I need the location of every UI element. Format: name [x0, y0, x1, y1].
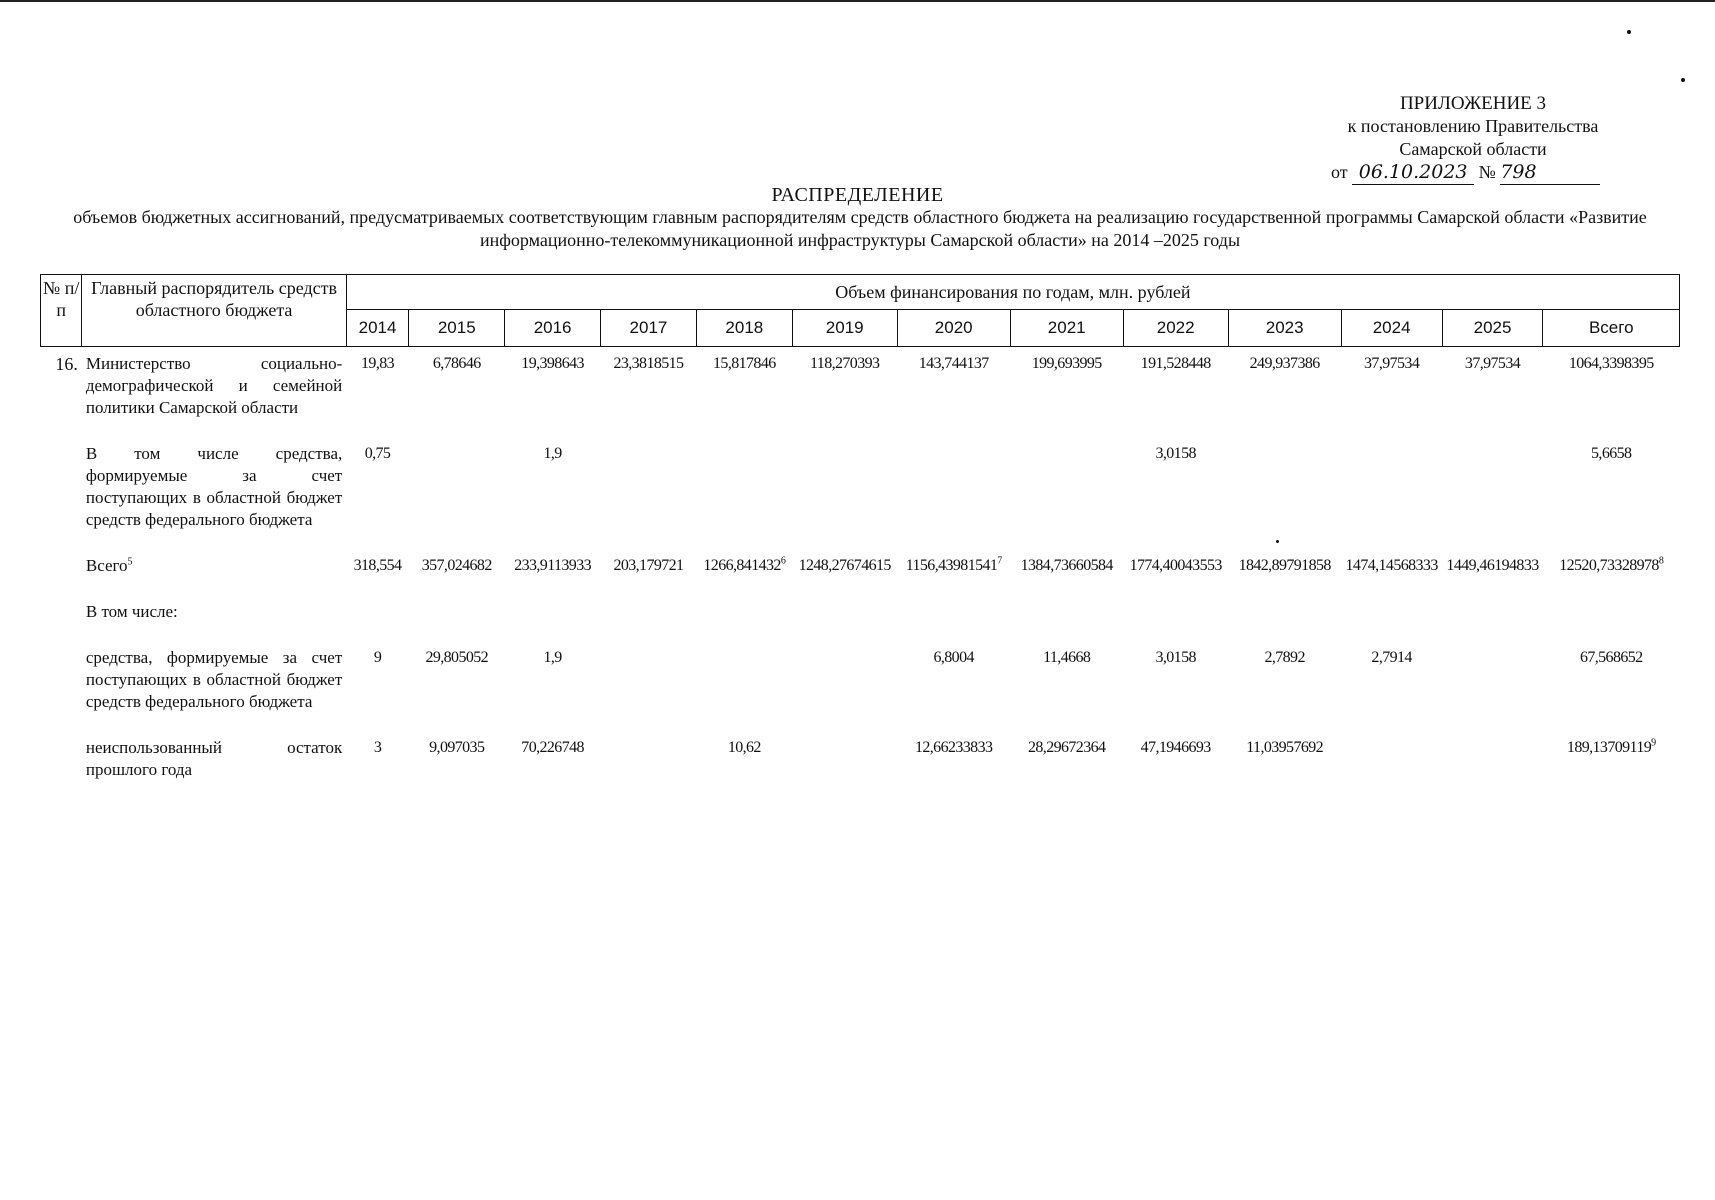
value-cell [601, 641, 697, 731]
row-name [82, 549, 346, 595]
footnote-marker: 8 [1658, 555, 1664, 567]
value-text: 233,9113933 [514, 557, 591, 574]
value-cell [1341, 641, 1442, 731]
value-cell [601, 731, 697, 799]
year-header: 2024 [1341, 310, 1442, 347]
value-cell [346, 595, 409, 641]
value-cell [792, 641, 897, 731]
value-text: 199,693995 [1031, 355, 1102, 372]
value-cell [897, 437, 1010, 549]
row-name-text: Министерство социально-демографической и семейной политики Самарской области [85, 354, 343, 417]
value-cell [792, 549, 897, 595]
value-cell [1543, 347, 1680, 438]
row-name [82, 731, 346, 799]
value-cell [1228, 731, 1341, 799]
row-number [41, 595, 82, 641]
year-header: 2019 [792, 310, 897, 347]
table-row [41, 731, 1680, 799]
value-text: 11,03957692 [1246, 739, 1324, 756]
appendix-header [1323, 92, 1623, 185]
row-name-text: В том числе: [85, 602, 178, 621]
row-number [41, 437, 82, 549]
row-name-text: В том числе средства, формируемые за счет поступающих в областной бюджет средств федерального бюджета [85, 444, 343, 529]
value-text: 2,7914 [1371, 649, 1412, 666]
value-text: 5,6658 [1591, 445, 1632, 462]
row-number [41, 549, 82, 595]
value-text: 37,97534 [1364, 355, 1420, 372]
budget-table-body [41, 347, 1680, 800]
appendix-date-line [1323, 161, 1623, 185]
value-cell [1341, 731, 1442, 799]
number-prefix: № [1478, 162, 1496, 182]
value-cell [1123, 731, 1228, 799]
value-cell [505, 437, 601, 549]
value-cell [696, 731, 792, 799]
table-row [41, 595, 1680, 641]
value-text: 143,744137 [918, 355, 989, 372]
year-header: 2017 [601, 310, 697, 347]
value-cell [601, 549, 697, 595]
value-cell [1228, 549, 1341, 595]
value-text: 3,0158 [1155, 649, 1196, 666]
value-cell [1228, 595, 1341, 641]
value-cell [1010, 595, 1123, 641]
value-text: 10,62 [727, 739, 761, 756]
appendix-line-2: Самарской области [1399, 139, 1547, 159]
value-cell [1123, 437, 1228, 549]
value-text: 1,9 [543, 445, 562, 462]
value-cell [1010, 347, 1123, 438]
value-text: 11,4668 [1043, 649, 1091, 666]
value-cell [897, 731, 1010, 799]
value-cell [1442, 549, 1543, 595]
value-cell [1123, 595, 1228, 641]
year-header: 2021 [1010, 310, 1123, 347]
value-text: 118,270393 [810, 355, 880, 372]
value-text: 15,817846 [713, 355, 776, 372]
value-cell [696, 437, 792, 549]
value-cell [1010, 731, 1123, 799]
number-value: 798 [1500, 161, 1600, 185]
scan-top-border [0, 0, 1715, 2]
value-cell [1442, 595, 1543, 641]
value-cell [409, 347, 505, 438]
value-text: 37,97534 [1464, 355, 1521, 372]
row-number [41, 731, 82, 799]
value-text: 1474,14568333 [1345, 557, 1438, 574]
value-cell [505, 595, 601, 641]
year-header: 2022 [1123, 310, 1228, 347]
row-name [82, 595, 346, 641]
table-row [41, 549, 1680, 595]
value-cell [1543, 641, 1680, 731]
document-title: РАСПРЕДЕЛЕНИЕ [771, 184, 944, 206]
value-text: 9 [373, 649, 382, 666]
value-cell [1123, 347, 1228, 438]
year-header: Всего [1543, 310, 1680, 347]
value-text: 1156,43981541 [905, 557, 998, 574]
value-cell [1341, 437, 1442, 549]
value-cell [1010, 437, 1123, 549]
value-text: 19,398643 [521, 355, 584, 372]
date-value: 06.10.2023 [1352, 161, 1474, 185]
value-cell [792, 595, 897, 641]
value-text: 6,8004 [933, 649, 974, 666]
value-cell [1442, 731, 1543, 799]
value-text: 249,937386 [1249, 355, 1320, 372]
table-row [41, 437, 1680, 549]
value-cell [346, 641, 409, 731]
table-row [41, 641, 1680, 731]
value-cell [1543, 437, 1680, 549]
value-text: 0,75 [364, 445, 391, 462]
value-cell [696, 549, 792, 595]
value-text: 9,097035 [429, 739, 485, 756]
value-cell [505, 549, 601, 595]
value-text: 1384,73660584 [1020, 557, 1113, 574]
value-cell [346, 731, 409, 799]
value-cell [696, 641, 792, 731]
value-text: 67,568652 [1579, 649, 1643, 666]
value-text: 1774,40043553 [1129, 557, 1222, 574]
row-name [82, 437, 346, 549]
value-cell [1442, 437, 1543, 549]
appendix-line-1: к постановлению Правительства [1347, 116, 1599, 136]
value-text: 357,024682 [421, 557, 492, 574]
value-cell [409, 595, 505, 641]
value-cell [346, 549, 409, 595]
value-cell [1341, 549, 1442, 595]
value-cell [1228, 641, 1341, 731]
value-cell [601, 347, 697, 438]
footnote-marker: 5 [127, 556, 133, 568]
value-text: 1248,27674615 [798, 557, 891, 574]
value-cell [601, 595, 697, 641]
value-text: 19,83 [361, 355, 395, 372]
value-cell [696, 347, 792, 438]
value-cell [696, 595, 792, 641]
value-cell [1123, 641, 1228, 731]
appendix-label: ПРИЛОЖЕНИЕ 3 [1399, 93, 1547, 114]
value-text: 1266,841432 [703, 557, 781, 574]
value-text: 6,78646 [432, 355, 481, 372]
value-text: 47,1946693 [1140, 739, 1211, 756]
value-cell [1228, 437, 1341, 549]
year-header: 2020 [897, 310, 1010, 347]
value-cell [1341, 347, 1442, 438]
value-cell [792, 731, 897, 799]
scan-speck [1681, 78, 1685, 82]
value-text: 2,7892 [1264, 649, 1305, 666]
value-text: 318,554 [353, 557, 402, 574]
value-cell [897, 347, 1010, 438]
value-text: 191,528448 [1140, 355, 1211, 372]
footnote-marker: 7 [997, 555, 1002, 567]
value-cell [897, 595, 1010, 641]
value-cell [1010, 641, 1123, 731]
value-cell [409, 549, 505, 595]
column-name-header: Главный распорядитель средств областного бюджета [82, 275, 346, 347]
row-name-text: Всего [85, 556, 128, 575]
row-name [82, 347, 346, 438]
year-header: 2014 [346, 310, 409, 347]
row-name-text: средства, формируемые за счет поступающих в областной бюджет средств федерального бюджета [85, 648, 343, 711]
funding-group-header: Объем финансирования по годам, млн. рублей [346, 275, 1679, 310]
footnote-marker: 6 [780, 555, 786, 567]
value-cell [409, 641, 505, 731]
document-subtitle: объемов бюджетных ассигнований, предусматриваемых соответствующим главным распорядителям средств областного бюджета на реализацию государственной программы Самарской области «Развитие информационно-телекоммуникационной инфраструктуры Самарской области» на 2014 –2025 годы [73, 207, 1647, 250]
year-header: 2016 [505, 310, 601, 347]
row-name [82, 641, 346, 731]
scan-speck [1627, 30, 1631, 34]
value-cell [1543, 731, 1680, 799]
value-cell [505, 731, 601, 799]
year-header: 2018 [696, 310, 792, 347]
value-text: 1,9 [543, 649, 562, 666]
value-text: 23,3818515 [613, 355, 684, 372]
row-name-text: неиспользованный остаток прошлого года [85, 738, 343, 779]
value-cell [505, 347, 601, 438]
value-cell [409, 437, 505, 549]
value-text: 70,226748 [521, 739, 584, 756]
year-header: 2025 [1442, 310, 1543, 347]
value-text: 1064,3398395 [1568, 355, 1654, 372]
value-text: 189,13709119 [1566, 739, 1652, 756]
value-cell [897, 549, 1010, 595]
value-text: 1449,46194833 [1446, 557, 1539, 574]
value-cell [792, 437, 897, 549]
value-cell [897, 641, 1010, 731]
value-cell [601, 437, 697, 549]
budget-table [40, 274, 1680, 799]
year-header: 2023 [1228, 310, 1341, 347]
value-text: 1842,89791858 [1238, 557, 1331, 574]
value-text: 12520,73328978 [1559, 557, 1659, 574]
value-cell [1341, 595, 1442, 641]
row-number: 16. [55, 354, 78, 374]
column-number-header: № п/п [41, 275, 82, 347]
value-cell [1442, 641, 1543, 731]
value-cell [792, 347, 897, 438]
value-text: 28,29672364 [1028, 739, 1106, 756]
value-text: 203,179721 [613, 557, 684, 574]
value-cell [1228, 347, 1341, 438]
value-cell [346, 347, 409, 438]
value-cell [409, 731, 505, 799]
value-cell [1543, 595, 1680, 641]
value-cell [346, 437, 409, 549]
table-row [41, 347, 1680, 438]
value-text: 29,805052 [425, 649, 489, 666]
date-prefix: от [1331, 162, 1348, 182]
row-number [41, 641, 82, 731]
value-cell [1442, 347, 1543, 438]
footnote-marker: 9 [1651, 737, 1656, 749]
value-cell [505, 641, 601, 731]
value-cell [1123, 549, 1228, 595]
value-cell [1543, 549, 1680, 595]
value-text: 3,0158 [1155, 445, 1196, 462]
year-header: 2015 [409, 310, 505, 347]
value-text: 3 [373, 739, 382, 756]
value-text: 12,66233833 [914, 739, 993, 756]
value-cell [1010, 549, 1123, 595]
